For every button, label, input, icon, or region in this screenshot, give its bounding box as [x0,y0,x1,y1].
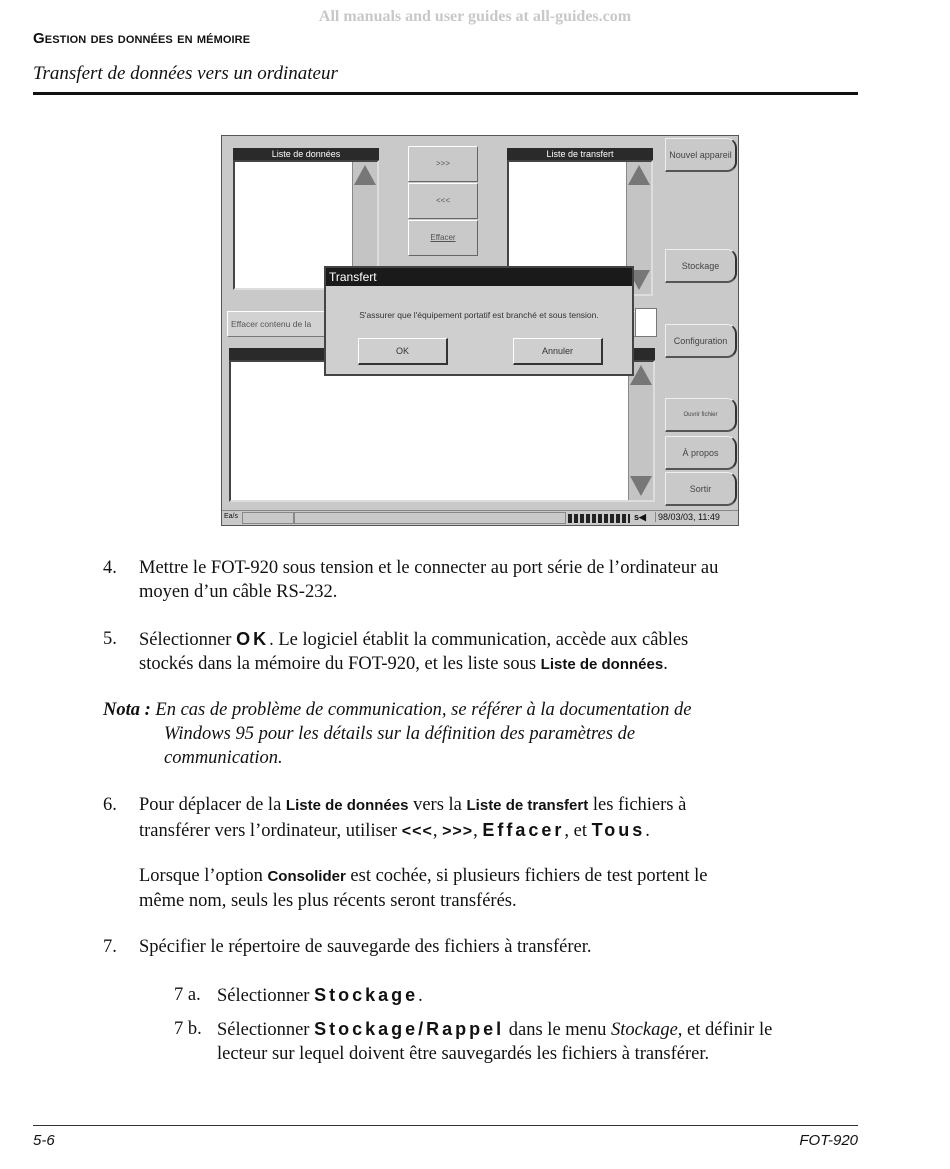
text: . [645,821,650,841]
ui-term: Consolider [267,868,346,885]
page-number: 5-6 [33,1132,55,1149]
text: . [663,654,668,674]
key: <<< [401,823,433,840]
step-number: 4. [103,558,117,578]
status-cell [294,512,566,524]
step-7a-text [217,983,423,1008]
progress-indicator [568,514,630,523]
section-title: Gestion des données en mémoire [33,30,251,47]
step-6-paragraph-2 [139,864,707,913]
text: , et définir le [677,1020,773,1040]
step-7b-number: 7 b. [174,1019,202,1039]
text: En cas de problème de communication, se référer à la documentation de [150,700,692,720]
footer-rule [33,1125,858,1126]
step-number: 5. [103,629,117,649]
text-line [139,864,707,889]
step-number: 7. [103,937,117,957]
status-datetime: 98/03/03, 11:49 [655,512,720,522]
text-line: communication. [164,748,283,768]
transfer-dialog [324,266,634,376]
step-6-text [139,793,686,844]
text: dans le menu [504,1020,612,1040]
about-button[interactable]: À propos [665,436,737,470]
text-line [217,1017,772,1042]
bottom-list-box[interactable] [229,360,655,502]
text-line: moyen d’un câble RS-232. [139,582,338,602]
step-7b-text [217,1017,772,1066]
bottom-list-scrollbar[interactable] [628,362,653,500]
key-ok: OK [236,629,270,649]
text: , [473,821,483,841]
key: Stockage/Rappel [314,1019,505,1039]
effacer-button[interactable]: Effacer [408,220,478,256]
text-line [139,793,686,818]
text-line [139,652,688,677]
section-subtitle: Transfert de données vers un ordinateur [33,63,338,84]
step-number: 6. [103,795,117,815]
status-cell [242,512,294,524]
key: Tous [591,820,646,840]
scroll-up-icon[interactable] [628,165,650,185]
text: Sélectionner [217,986,315,1006]
dialog-title: Transfert [326,268,632,286]
key: Stockage [314,985,419,1005]
note-block [103,698,823,770]
status-left-label: Ea/s [224,513,239,520]
text: les fichiers à [588,795,687,815]
app-screenshot [221,135,739,526]
cancel-button[interactable]: Annuler [513,338,603,365]
note-label: Nota : [103,700,151,720]
text-line [103,698,823,722]
new-device-button[interactable]: Nouvel appareil [665,138,737,172]
stockage-button[interactable]: Stockage [665,249,737,283]
text: Sélectionner [139,630,237,650]
text: , et [564,821,592,841]
text: transférer vers l’ordinateur, utiliser [139,821,402,841]
text-line [139,818,686,844]
ok-button[interactable]: OK [358,338,448,365]
status-bar [222,510,738,525]
text-line: lecteur sur lequel doivent être sauvegardés les fichiers à transférer. [217,1044,710,1064]
text-line [139,627,688,652]
scroll-down-icon[interactable] [630,476,652,496]
product-name: FOT-920 [799,1132,858,1149]
text: Pour déplacer de la [139,795,286,815]
connection-icon: s◀ [634,512,646,522]
text: , [432,821,443,841]
dialog-message: S'assurer que l'équipement portatif est branché et sous tension. [359,310,599,320]
exit-button[interactable]: Sortir [665,472,737,506]
data-list-title: Liste de données [233,148,379,160]
text-line: Windows 95 pour les détails sur la définition des paramètres de [164,724,636,744]
watermark: All manuals and user guides at all-guides.com [318,8,632,25]
text: Lorsque l’option [139,866,268,886]
step-7-text: Spécifier le répertoire de sauvegarde des fichiers à transférer. [139,937,592,957]
transfer-list-title: Liste de transfert [507,148,653,160]
header-rule [33,92,858,95]
menu-name: Stockage [611,1020,678,1040]
ui-term: Liste de données [540,656,664,673]
text: . Le logiciel établit la communication, accède aux câbles [269,630,689,650]
move-left-button[interactable]: <<< [408,183,478,219]
clear-content-box [635,308,657,337]
text-line: Mettre le FOT-920 sous tension et le connecter au port série de l’ordinateur au [139,558,719,578]
open-file-button[interactable]: Ouvrir fichier [665,398,737,432]
step-5-text [139,627,688,677]
step-7a-number: 7 a. [174,985,201,1005]
text: est cochée, si plusieurs fichiers de test portent le [345,866,708,886]
clear-content-label: Effacer contenu de la [231,319,312,329]
text: stockés dans la mémoire du FOT-920, et les liste sous [139,654,541,674]
scroll-up-icon[interactable] [354,165,376,185]
text: vers la [408,795,467,815]
ui-term: Liste de transfert [466,797,589,814]
text: . [418,986,423,1006]
text: Sélectionner [217,1020,315,1040]
step-4-text [139,556,718,604]
move-right-button[interactable]: >>> [408,146,478,182]
configuration-button[interactable]: Configuration [665,324,737,358]
key: Effacer [482,820,565,840]
text-line: même nom, seuls les plus récents seront transférés. [139,891,517,911]
ui-term: Liste de données [285,797,409,814]
key: >>> [442,823,474,840]
